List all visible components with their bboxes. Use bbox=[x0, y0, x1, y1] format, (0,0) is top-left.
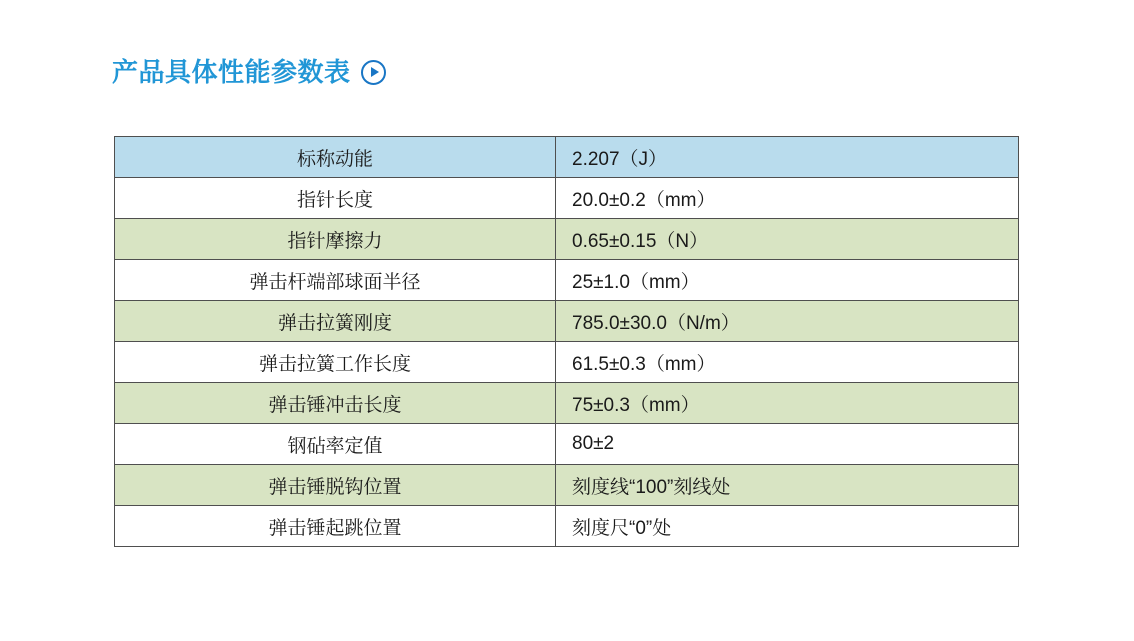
parameter-name-cell: 弹击锤起跳位置 bbox=[115, 506, 556, 547]
parameter-value-cell: 75±0.3（mm） bbox=[556, 383, 1019, 424]
page-title: 产品具体性能参数表 bbox=[112, 57, 351, 87]
parameter-name-cell: 弹击锤冲击长度 bbox=[115, 383, 556, 424]
page-title-row bbox=[112, 59, 386, 85]
table-row bbox=[115, 465, 1019, 506]
parameter-name-cell: 弹击杆端部球面半径 bbox=[115, 260, 556, 301]
parameter-value-cell: 20.0±0.2（mm） bbox=[556, 178, 1019, 219]
parameter-name-cell: 弹击锤脱钩位置 bbox=[115, 465, 556, 506]
table-row bbox=[115, 342, 1019, 383]
parameter-name-cell: 指针摩擦力 bbox=[115, 219, 556, 260]
parameter-name-cell: 指针长度 bbox=[115, 178, 556, 219]
table-row bbox=[115, 260, 1019, 301]
parameter-value-cell: 2.207（J） bbox=[556, 137, 1019, 178]
parameter-value-cell: 785.0±30.0（N/m） bbox=[556, 301, 1019, 342]
parameter-name-cell: 钢砧率定值 bbox=[115, 424, 556, 465]
spec-table bbox=[114, 136, 1019, 547]
table-row bbox=[115, 137, 1019, 178]
parameter-value-cell: 刻度线“100”刻线处 bbox=[556, 465, 1019, 506]
parameter-value-cell: 25±1.0（mm） bbox=[556, 260, 1019, 301]
parameter-value-cell: 61.5±0.3（mm） bbox=[556, 342, 1019, 383]
spec-table-body bbox=[115, 137, 1019, 547]
play-triangle-icon bbox=[371, 67, 379, 77]
play-circle-icon[interactable] bbox=[361, 60, 386, 85]
parameter-value-cell: 0.65±0.15（N） bbox=[556, 219, 1019, 260]
table-row bbox=[115, 506, 1019, 547]
parameter-name-cell: 弹击拉簧工作长度 bbox=[115, 342, 556, 383]
spec-table-container bbox=[114, 136, 1018, 547]
table-row bbox=[115, 219, 1019, 260]
parameter-value-cell: 80±2 bbox=[556, 424, 1019, 465]
parameter-name-cell: 标称动能 bbox=[115, 137, 556, 178]
table-row bbox=[115, 301, 1019, 342]
table-row bbox=[115, 178, 1019, 219]
parameter-name-cell: 弹击拉簧刚度 bbox=[115, 301, 556, 342]
parameter-value-cell: 刻度尺“0”处 bbox=[556, 506, 1019, 547]
table-row bbox=[115, 383, 1019, 424]
table-row bbox=[115, 424, 1019, 465]
